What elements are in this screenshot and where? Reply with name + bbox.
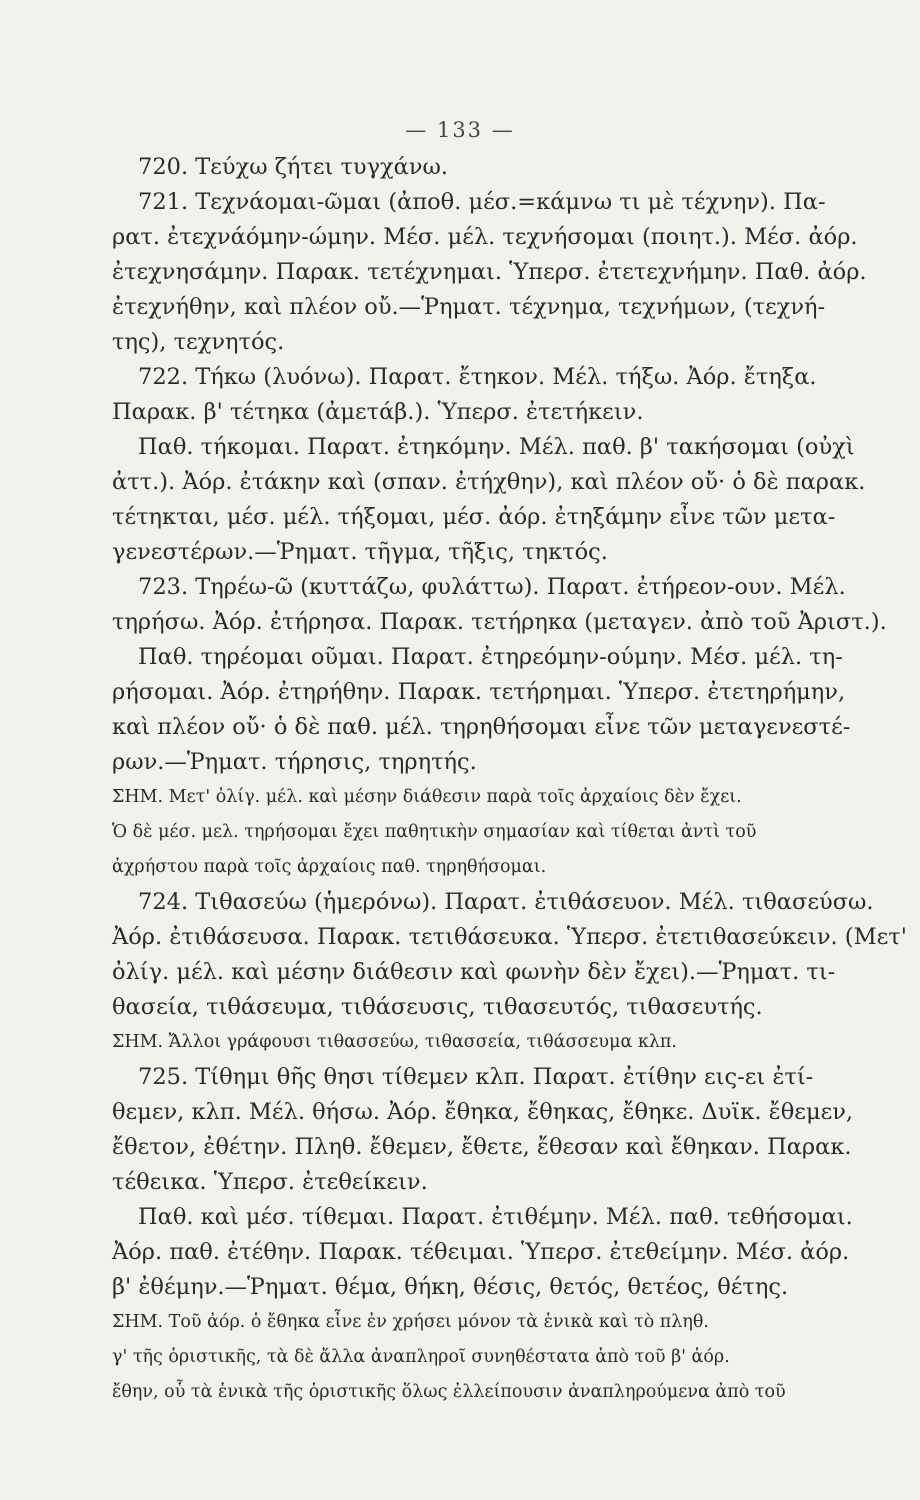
text-line: θεμεν, κλπ. Μέλ. θήσω. Ἀόρ. ἔθηκα, ἔθηκας, ἔθηκε. Δυϊκ. ἔθεμεν, (112, 1099, 854, 1125)
text-line: ἔθην, οὗ τὰ ἑνικὰ τῆς ὁριστικῆς ὅλως ἐλλείπουσιν ἀναπληρούμενα ἀπὸ τοῦ (112, 1382, 786, 1402)
text-line: β' ἐθέμην.—Ῥηματ. θέμα, θήκη, θέσις, θετός, θετέος, θέτης. (112, 1274, 789, 1300)
page-number: — 133 — (405, 118, 515, 142)
text-line: ρων.—Ῥηματ. τήρησις, τηρητής. (112, 749, 477, 775)
text-line: 723. Τηρέω-ῶ (κυττάζω, φυλάττω). Παρατ. ἐτήρεον-ουν. Μέλ. (138, 574, 846, 600)
text-line: 725. Τίθημι θῆς θησι τίθεμεν κλπ. Παρατ. ἐτίθην εις-ει ἐτί- (138, 1064, 814, 1090)
text-line: καὶ πλέον οὔ· ὁ δὲ παθ. μέλ. τηρηθήσομαι εἶνε τῶν μεταγενεστέ- (112, 714, 851, 740)
text-line: γ' τῆς ὁριστικῆς, τὰ δὲ ἄλλα ἀναπληροῖ συνηθέστατα ἀπὸ τοῦ β' ἀόρ. (112, 1347, 730, 1367)
text-line: ἐτεχνήθην, καὶ πλέον οὔ.—Ῥηματ. τέχνημα, τεχνήμων, (τεχνή- (112, 294, 826, 320)
text-line: 721. Τεχνάομαι-ῶμαι (ἀποθ. μέσ.=κάμνω τι μὲ τέχνην). Πα- (138, 189, 826, 215)
text-line: ρήσομαι. Ἀόρ. ἐτηρήθην. Παρακ. τετήρημαι. Ὑπερσ. ἐτετηρήμην, (112, 679, 846, 705)
text-line: ἐτεχνησάμην. Παρακ. τετέχνημαι. Ὑπερσ. ἐτετεχνήμην. Παθ. ἀόρ. (112, 259, 867, 285)
text-line: 722. Τήκω (λυόνω). Παρατ. ἔτηκον. Μέλ. τήξω. Ἀόρ. ἔτηξα. (138, 364, 817, 390)
text-line: 720. Τεύχω ζήτει τυγχάνω. (138, 154, 449, 180)
text-line: τηρήσω. Ἀόρ. ἐτήρησα. Παρακ. τετήρηκα (μεταγεν. ἀπὸ τοῦ Ἀριστ.). (112, 609, 887, 635)
text-line: της), τεχνητός. (112, 329, 285, 355)
text-line: 724. Τιθασεύω (ἡμερόνω). Παρατ. ἐτιθάσευον. Μέλ. τιθασεύσω. (138, 889, 874, 915)
text-line: ἔθετον, ἐθέτην. Πληθ. ἔθεμεν, ἔθετε, ἔθεσαν καὶ ἔθηκαν. Παρακ. (112, 1134, 852, 1160)
text-line: θασεία, τιθάσευμα, τιθάσευσις, τιθασευτός, τιθασευτής. (112, 994, 763, 1020)
text-line: ΣΗΜ. Τοῦ ἀόρ. ὁ ἔθηκα εἶνε ἐν χρήσει μόνον τὰ ἑνικὰ καὶ τὸ πληθ. (112, 1312, 709, 1332)
text-line: Ὁ δὲ μέσ. μελ. τηρήσομαι ἔχει παθητικὴν σημασίαν καὶ τίθεται ἀντὶ τοῦ (112, 822, 757, 842)
text-line: Παθ. τηρέομαι οῦμαι. Παρατ. ἐτηρεόμην-ούμην. Μέσ. μέλ. τη- (138, 644, 843, 670)
text-line: ΣΗΜ. Ἄλλοι γράφουσι τιθασσεύω, τιθασσεία, τιθάσσευμα κλπ. (112, 1032, 677, 1052)
text-line: ρατ. ἐτεχνάόμην-ώμην. Μέσ. μέλ. τεχνήσομαι (ποιητ.). Μέσ. ἀόρ. (112, 224, 858, 250)
text-line: τέθεικα. Ὑπερσ. ἐτεθείκειν. (112, 1169, 428, 1195)
text-line: Ἀόρ. παθ. ἐτέθην. Παρακ. τέθειμαι. Ὑπερσ. ἐτεθείμην. Μέσ. ἀόρ. (112, 1239, 850, 1265)
text-line: ἀχρήστου παρὰ τοῖς ἀρχαίοις παθ. τηρηθήσομαι. (112, 857, 547, 877)
text-line: Παθ. καὶ μέσ. τίθεμαι. Παρατ. ἐτιθέμην. Μέλ. παθ. τεθήσομαι. (138, 1204, 853, 1230)
text-line: ΣΗΜ. Μετ' ὀλίγ. μέλ. καὶ μέσην διάθεσιν παρὰ τοῖς ἀρχαίοις δὲν ἔχει. (112, 787, 742, 807)
text-line: Παρακ. β' τέτηκα (ἀμετάβ.). Ὑπερσ. ἐτετήκειν. (112, 399, 644, 425)
text-line: ἀττ.). Ἀόρ. ἐτάκην καὶ (σπαν. ἐτήχθην), καὶ πλέον οὔ· ὁ δὲ παρακ. (112, 469, 866, 495)
text-line: Παθ. τήκομαι. Παρατ. ἐτηκόμην. Μέλ. παθ. β' τακήσομαι (οὐχὶ (138, 434, 855, 460)
text-line: γενεστέρων.—Ῥηματ. τῆγμα, τῆξις, τηκτός. (112, 539, 608, 565)
text-line: Ἀόρ. ἐτιθάσευσα. Παρακ. τετιθάσευκα. Ὑπερσ. ἐτετιθασεύκειν. (Μετ' (112, 924, 907, 950)
text-line: τέτηκται, μέσ. μέλ. τήξομαι, μέσ. ἀόρ. ἐτηξάμην εἶνε τῶν μετα- (112, 504, 836, 530)
text-line: ὀλίγ. μέλ. καὶ μέσην διάθεσιν καὶ φωνὴν δὲν ἔχει).—Ῥηματ. τι- (112, 959, 836, 985)
body-text (112, 150, 907, 1410)
